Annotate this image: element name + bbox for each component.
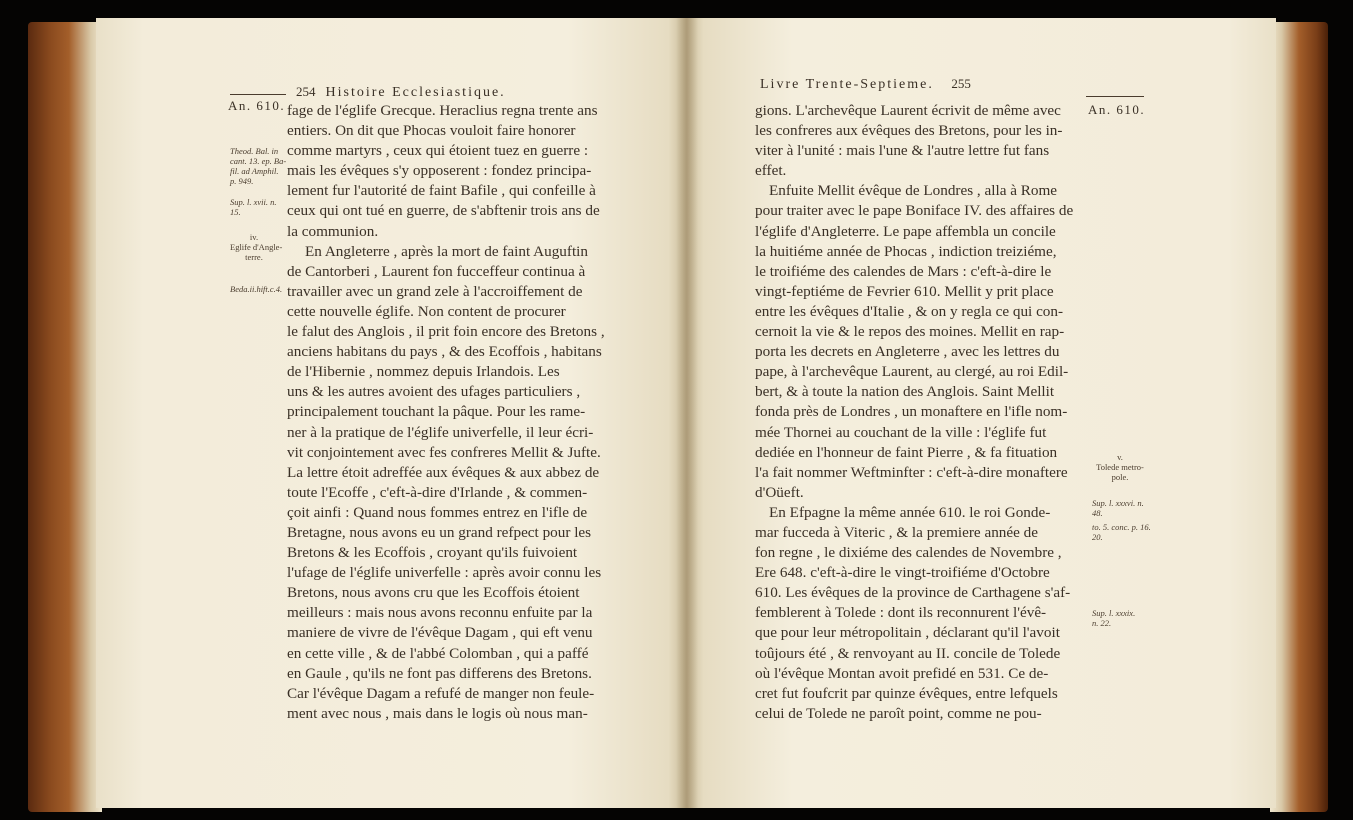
- text-line: En Efpagne la même année 610. le roi Gonde-: [769, 503, 1051, 521]
- text-line: La lettre étoit adreffée aux évêques & aux abbez de: [287, 463, 600, 481]
- book-edge-left: [28, 22, 102, 812]
- text-line: effet.: [755, 162, 787, 180]
- text-line: pape, à l'archevêque Laurent, au clergé, au roi Edil-: [755, 363, 1069, 381]
- text-line: Car l'évêque Dagam a refufé de manger non feule-: [287, 684, 595, 702]
- text-line: la huitiéme année de Phocas , indiction treiziéme,: [755, 242, 1057, 260]
- text-line: fonda près de Londres , un monaftere en l'ifle nom-: [755, 403, 1068, 421]
- text-line: l'a fait nommer Weftminfter : c'eft-à-dire monaftere: [755, 463, 1068, 481]
- text-line: 610. Les évêques de la province de Carthagene s'af-: [755, 584, 1071, 602]
- text-line: mais les évêques s'y opposerent : fondez principa-: [287, 162, 592, 180]
- year-left: An. 610.: [228, 98, 286, 113]
- text-line: Ere 648. c'eft-à-dire le vingt-troifiéme d'Octobre: [755, 564, 1050, 582]
- text-line: cernoit la vie & le repos des moines. Mellit en rap-: [755, 323, 1065, 341]
- text-line: travailler avec un grand zele à l'accroiffement de: [287, 282, 583, 300]
- text-line: ment avec nous , mais dans le logis où nous man-: [287, 704, 588, 722]
- text-line: le falut des Anglois , il prit foin encore des Bretons ,: [287, 323, 605, 341]
- text-line: la communion.: [287, 222, 379, 240]
- text-line: vingt-feptiéme de Fevrier 610. Mellit y prit place: [755, 282, 1054, 300]
- year-right: An. 610.: [1088, 102, 1146, 117]
- text-line: porta les decrets en Angleterre , avec les lettres du: [755, 343, 1060, 361]
- text-line: cette nouvelle églife. Non content de procurer: [287, 302, 566, 320]
- text-line: que pour leur métropolitain , déclarant qu'il l'avoit: [755, 624, 1060, 642]
- text-line: Enfuite Mellit évêque de Londres , alla à Rome: [769, 182, 1058, 200]
- text-line: entiers. On dit que Phocas vouloit faire honorer: [287, 122, 576, 140]
- text-line: d'Oüeft.: [755, 483, 804, 501]
- text-line: dediée en l'honneur de faint Pierre , & fa fituation: [755, 443, 1058, 461]
- text-line: gions. L'archevêque Laurent écrivit de même avec: [755, 102, 1061, 119]
- text-line: fon regne , le dixiéme des calendes de Novembre ,: [755, 544, 1062, 562]
- text-line: ceux qui ont tué en guerre, de s'abftenir trois ans de: [287, 202, 600, 220]
- margin-note-left-1: Theod. Bal. in cant. 13. ep. Ba- fil. ad Amphil. p. 949.: [230, 146, 287, 186]
- text-line: en Gaule , qu'ils ne font pas differens des Bretons.: [287, 664, 592, 682]
- text-line: l'églife d'Angleterre. Le pape affembla un concile: [755, 222, 1056, 240]
- text-line: viter à l'unité : mais l'une & l'autre lettre fut fans: [755, 142, 1050, 160]
- page-number-left: 254: [296, 84, 316, 99]
- margin-note-right-3: to. 5. conc. p. 16. 20.: [1092, 522, 1151, 542]
- text-line: maniere de vivre de l'évêque Dagam , qui eft venu: [287, 624, 593, 642]
- text-line: çoit ainfi : Quand nous fommes entrez en l'ifle de: [287, 503, 588, 521]
- year-rule-right: [1086, 96, 1144, 97]
- text-line: vit conjointement avec fes confreres Mellit & Jufte.: [287, 443, 601, 461]
- text-line: le troifiéme des calendes de Mars : c'eft-à-dire le: [755, 262, 1052, 280]
- text-line: les confreres aux évêques des Bretons, pour les in-: [755, 122, 1063, 140]
- book-edge-right: [1270, 22, 1328, 812]
- margin-note-left-4: Beda.ii.hift.c.4.: [230, 284, 283, 294]
- text-line: uns & les autres avoient des ufages particuliers ,: [287, 383, 581, 401]
- text-line: Bretons & les Ecoffois , croyant qu'ils fuivoient: [287, 544, 578, 562]
- text-line: bert, & à toute la nation des Anglois. Saint Mellit: [755, 383, 1055, 401]
- text-line: entre les évêques d'Italie , & on y regla ce qui con-: [755, 302, 1064, 320]
- text-line: où l'évêque Montan avoit prefidé en 531. Ce de-: [755, 664, 1049, 682]
- text-line: toute l'Ecoffe , c'eft-à-dire d'Irlande , & commen-: [287, 483, 588, 501]
- text-line: en cette ville , & de l'abbé Colomban , qui a paffé: [287, 644, 589, 662]
- running-head-left: [296, 84, 506, 101]
- text-line: mar fucceda à Viteric , & la premiere année de: [755, 523, 1038, 541]
- running-head-title-left: Histoire Ecclesiastique.: [325, 85, 506, 100]
- text-line: anciens habitans du pays , & des Ecoffois , habitans: [287, 343, 602, 361]
- text-line: de l'Hibernie , nommez depuis Irlandois. Les: [287, 363, 560, 381]
- text-line: principalement touchant la pâque. Pour les rame-: [287, 403, 586, 421]
- text-line: toûjours été , & renvoyant au II. concile de Tolede: [755, 644, 1061, 662]
- margin-note-left-2: Sup. l. xvii. n. 15.: [230, 197, 277, 217]
- running-head-title-right: Livre Trente-Septieme.: [760, 77, 934, 92]
- text-line: meilleurs : mais nous avons reconnu enfuite par la: [287, 604, 593, 622]
- text-line: fage de l'églife Grecque. Heraclius regna trente ans: [287, 102, 598, 119]
- text-line: femblerent à Tolede : dont ils reconnurent l'évê-: [755, 604, 1047, 622]
- text-line: pour traiter avec le pape Boniface IV. des affaires de: [755, 202, 1074, 220]
- text-line: cret fut foufcrit par quinze évêques, entre lefquels: [755, 684, 1058, 702]
- margin-note-right-1: v. Tolede metro- pole.: [1096, 452, 1144, 482]
- right-page-body: [755, 101, 1087, 724]
- running-head-right: [760, 76, 971, 93]
- text-line: celui de Tolede ne paroît point, comme ne pou-: [755, 704, 1042, 722]
- book-gutter: [676, 18, 698, 808]
- text-line: Bretagne, nous avons eu un grand refpect pour les: [287, 523, 592, 541]
- left-page-body: [287, 101, 655, 724]
- text-line: Bretons, nous avons cru que les Ecoffois étoient: [287, 584, 580, 602]
- year-rule-left: [230, 94, 286, 95]
- text-line: ner à la pratique de l'églife univerfelle, il leur écri-: [287, 423, 594, 441]
- page-number-right: 255: [951, 76, 971, 91]
- margin-note-right-4: Sup. l. xxxix. n. 22.: [1092, 608, 1136, 628]
- text-line: mée Thornei au couchant de la ville : l'églife fut: [755, 423, 1047, 441]
- text-line: En Angleterre , après la mort de faint Auguftin: [305, 242, 588, 260]
- text-line: de Cantorberi , Laurent fon fucceffeur continua à: [287, 262, 586, 280]
- margin-note-right-2: Sup. l. xxxvi. n. 48.: [1092, 498, 1144, 518]
- margin-note-left-3: iv. Eglife d'Angle- terre.: [230, 232, 283, 262]
- text-line: comme martyrs , ceux qui étoient tuez en guerre :: [287, 142, 589, 160]
- text-line: l'ufage de l'églife univerfelle : après avoir connu les: [287, 564, 602, 582]
- text-line: lement fur l'autorité de faint Bafile , qui confeille à: [287, 182, 596, 200]
